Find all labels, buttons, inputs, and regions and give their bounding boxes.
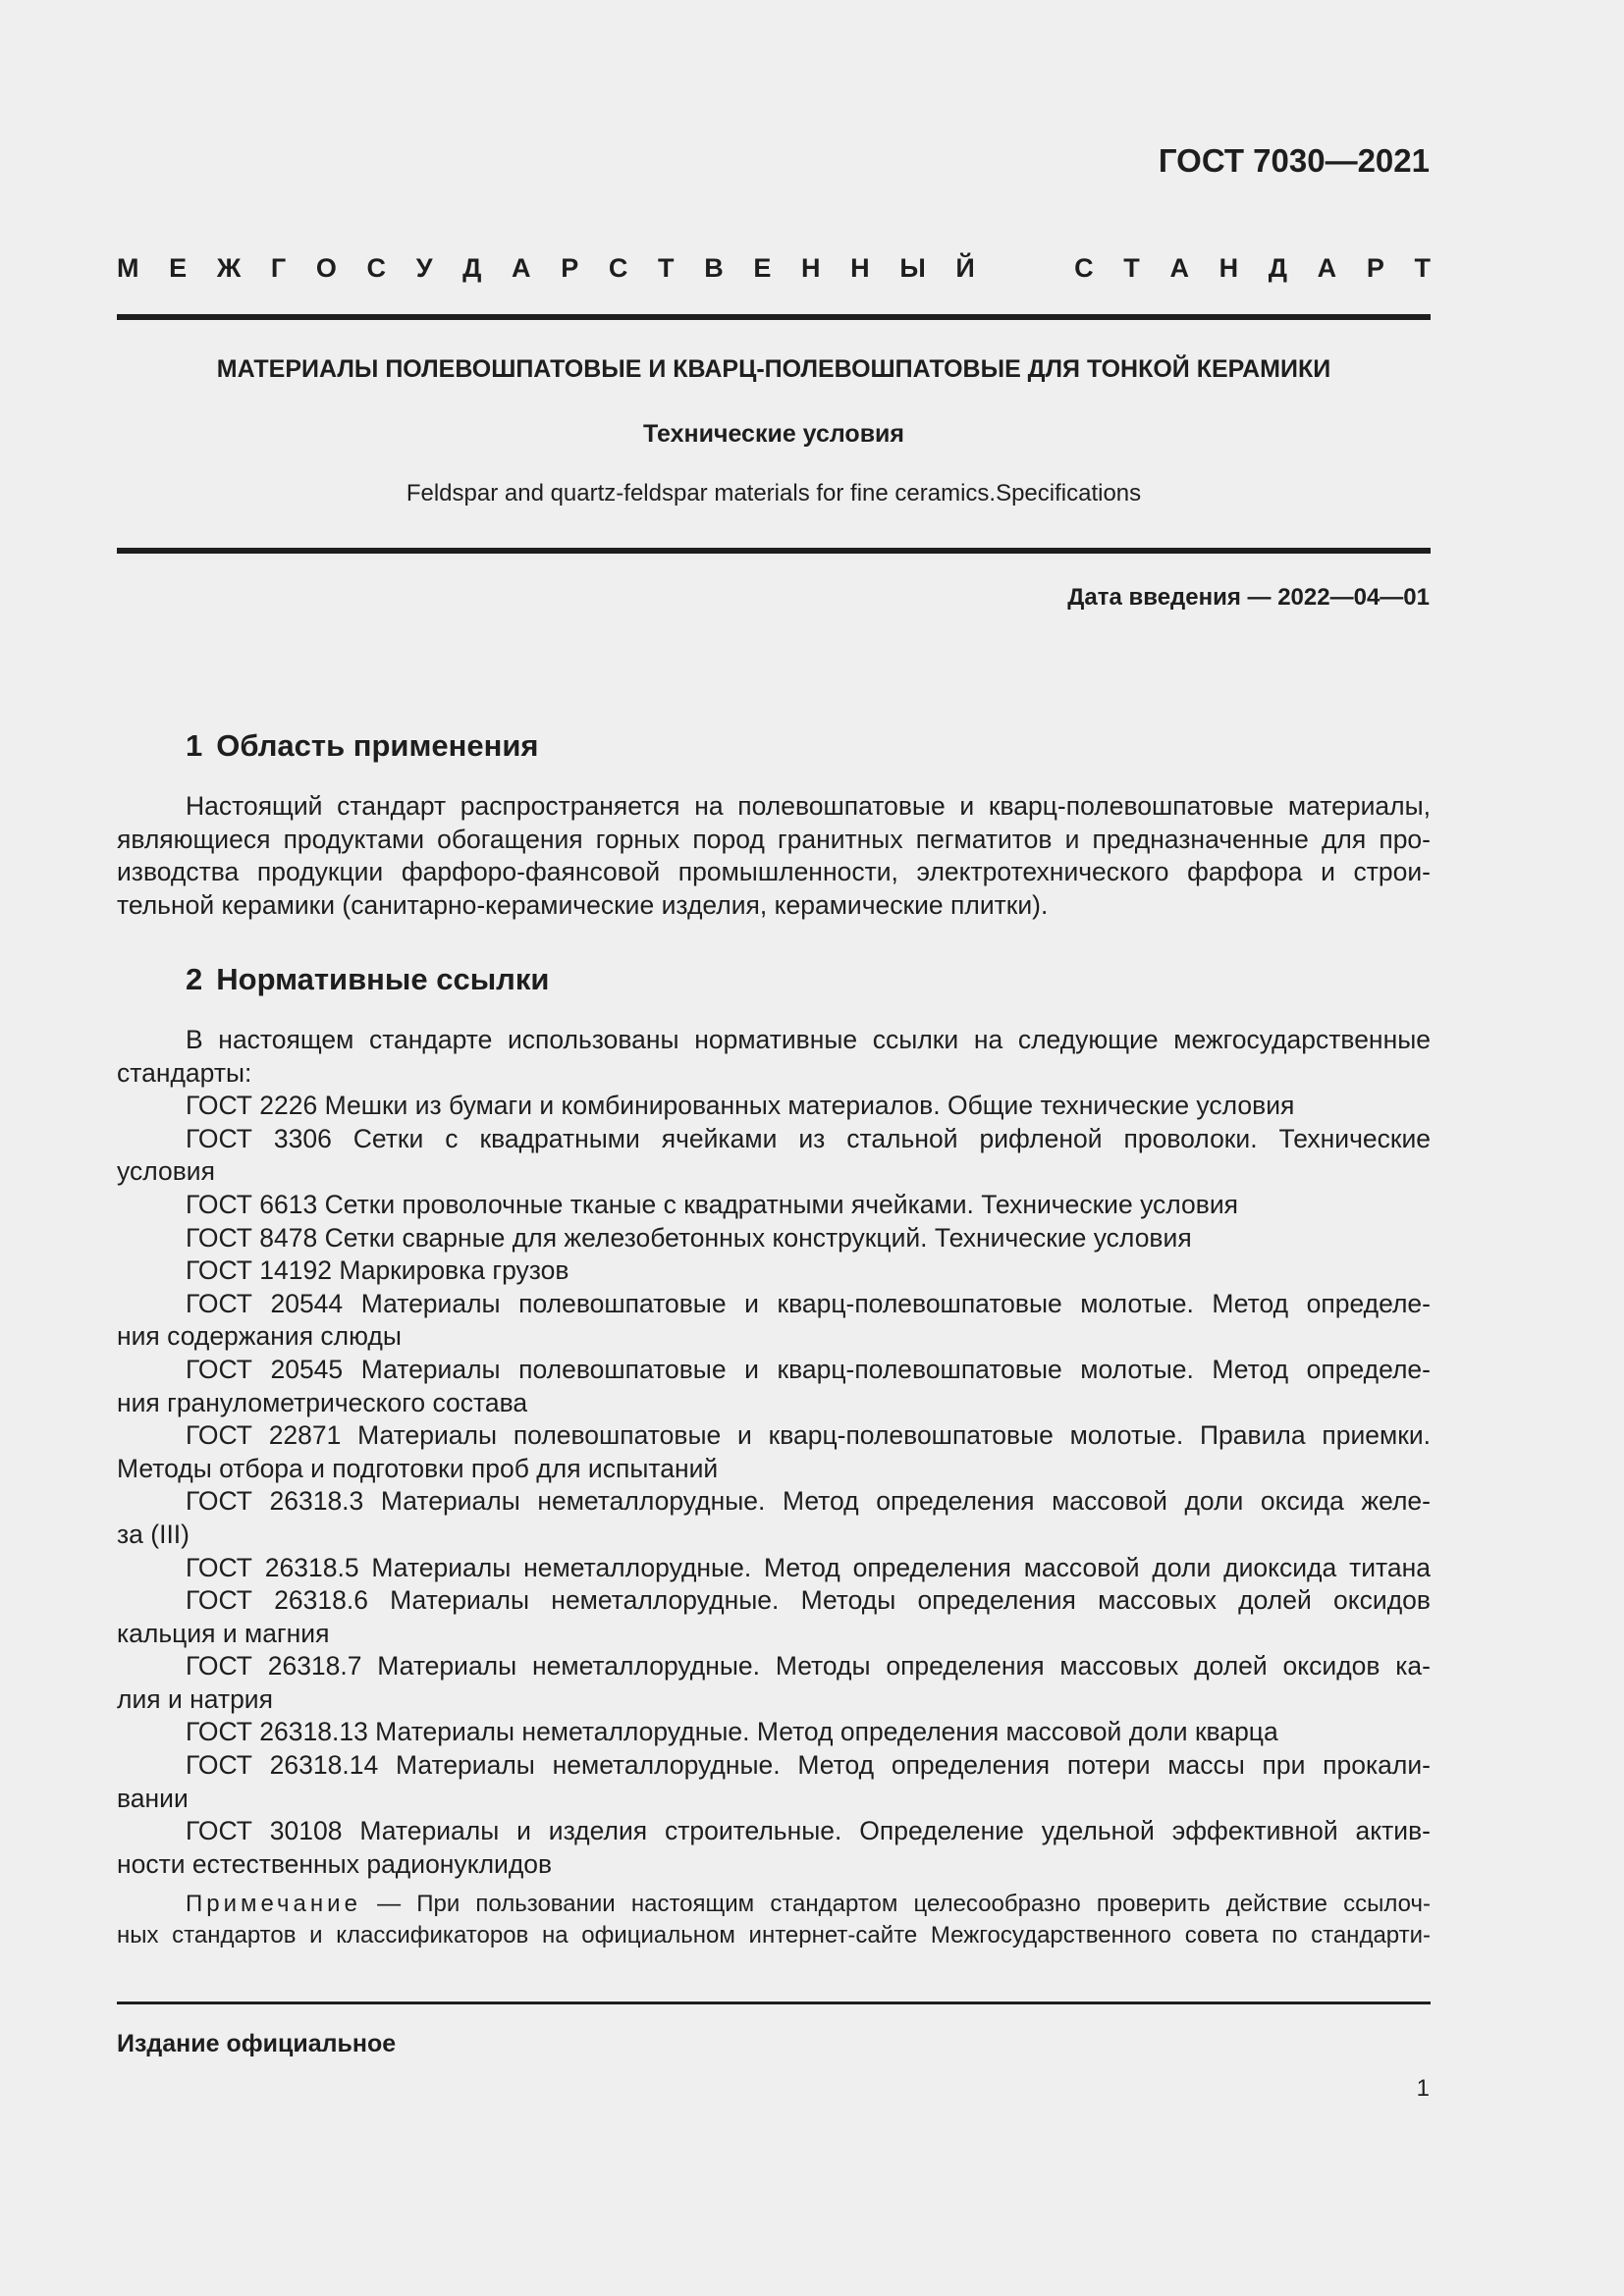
reference-line: ГОСТ 8478 Сетки сварные для железобетонных конструкций. Технические условия <box>186 1222 1192 1253</box>
letter: А <box>1169 253 1189 283</box>
footer-divider <box>117 2002 1431 2004</box>
letter: Н <box>801 253 821 283</box>
reference-line: вании <box>117 1783 189 1813</box>
top-divider <box>117 314 1431 320</box>
gost-code: ГОСТ 7030—2021 <box>1158 142 1430 179</box>
letter: У <box>415 253 433 283</box>
note-block <box>117 1889 1431 1951</box>
text-line: В настоящем стандарте использованы нормативные ссылки на следующие межгосударственные <box>186 1025 1431 1054</box>
reference-line: ния гранулометрического состава <box>117 1387 528 1417</box>
reference-line: условия <box>117 1156 215 1187</box>
text-line: изводства продукции фарфоро-фаянсовой промышленности, электротехнического фарфора и строи- <box>117 857 1431 887</box>
reference-line: ГОСТ 26318.6 Материалы неметаллорудные. Методы определения массовых долей оксидов <box>186 1585 1431 1616</box>
letter: Е <box>169 253 188 283</box>
letter: М <box>117 253 139 283</box>
reference-line: ГОСТ 26318.7 Материалы неметаллорудные. Методы определения массовых долей оксидов ка- <box>186 1651 1431 1682</box>
letter: Й <box>955 253 975 283</box>
reference-line: ГОСТ 20545 Материалы полевошпатовые и кварц-полевошпатовые молотые. Метод определе- <box>186 1354 1431 1384</box>
reference-line: Методы отбора и подготовки проб для испытаний <box>117 1453 719 1483</box>
section-2-heading <box>186 962 549 997</box>
letter: Н <box>850 253 870 283</box>
title-divider <box>117 548 1431 554</box>
letter: Т <box>1123 253 1140 283</box>
note-label: Примечание <box>186 1891 361 1917</box>
section-1-heading <box>186 728 539 764</box>
reference-line: ГОСТ 26318.13 Материалы неметаллорудные. Метод определения массовой доли кварца <box>186 1717 1278 1747</box>
letter: Т <box>658 253 675 283</box>
reference-line: ГОСТ 6613 Сетки проволочные тканые с квадратными ячейками. Технические условия <box>186 1189 1238 1219</box>
reference-line: ности естественных радионуклидов <box>117 1848 553 1879</box>
interstate-standard-banner <box>117 253 1431 284</box>
effective-date: Дата введения — 2022—04—01 <box>1067 584 1430 611</box>
text-line: тельной керамики (санитарно-керамические изделия, керамические плитки). <box>117 889 1049 920</box>
letter: Д <box>462 253 482 283</box>
letter: Е <box>753 253 772 283</box>
word-gap <box>1004 253 1044 284</box>
section-title: Область применения <box>216 728 539 763</box>
section-2-body <box>117 1024 1431 1881</box>
section-number: 1 <box>186 728 203 763</box>
reference-line: кальция и магния <box>117 1618 330 1648</box>
letter: С <box>608 253 628 283</box>
reference-line: за (III) <box>117 1519 189 1549</box>
letter: Р <box>561 253 579 283</box>
section-title: Нормативные ссылки <box>216 962 550 996</box>
document-title: МАТЕРИАЛЫ ПОЛЕВОШПАТОВЫЕ И КВАРЦ-ПОЛЕВОШПАТОВЫЕ ДЛЯ ТОНКОЙ КЕРАМИКИ <box>216 355 1331 383</box>
reference-line: ГОСТ 14192 Маркировка грузов <box>186 1255 569 1286</box>
text-line: Настоящий стандарт распространяется на полевошпатовые и кварц-полевошпатовые материалы, <box>186 791 1431 821</box>
reference-line: лия и натрия <box>117 1683 273 1714</box>
letter: Р <box>1366 253 1384 283</box>
note-line <box>117 1889 1431 1920</box>
reference-line: ГОСТ 26318.14 Материалы неметаллорудные. Метод определения потери массы при прокали- <box>186 1750 1431 1781</box>
letter: В <box>704 253 724 283</box>
reference-line: ГОСТ 30108 Материалы и изделия строительные. Определение удельной эффективной актив- <box>186 1816 1431 1846</box>
section-number: 2 <box>186 962 203 996</box>
letter: О <box>315 253 337 283</box>
letter: С <box>366 253 387 283</box>
letter: Д <box>1268 253 1288 283</box>
reference-line: ния содержания слюды <box>117 1321 402 1352</box>
reference-line: ГОСТ 26318.5 Материалы неметаллорудные. Метод определения массовой доли диоксида титана <box>186 1552 1431 1582</box>
letter: Г <box>270 253 287 283</box>
text-line: стандарты: <box>117 1057 252 1088</box>
text-line: являющиеся продуктами обогащения горных пород гранитных пегматитов и предназначенные для про- <box>117 824 1431 854</box>
letter: А <box>512 253 531 283</box>
section-1-body <box>117 790 1431 922</box>
letter: Т <box>1414 253 1431 283</box>
note-line: ных стандартов и классификаторов на официальном интернет-сайте Межгосударственного совета по стандарти- <box>117 1922 1431 1949</box>
letter: Ы <box>899 253 926 283</box>
letter: С <box>1074 253 1094 283</box>
reference-line: ГОСТ 22871 Материалы полевошпатовые и кварц-полевошпатовые молотые. Правила приемки. <box>186 1420 1431 1451</box>
official-edition-label: Издание официальное <box>117 2030 397 2057</box>
english-title: Feldspar and quartz-feldspar materials for fine ceramics.Specifications <box>406 480 1142 507</box>
page-number: 1 <box>1416 2075 1430 2102</box>
document-subtitle: Технические условия <box>642 420 905 448</box>
reference-line: ГОСТ 20544 Материалы полевошпатовые и кварц-полевошпатовые молотые. Метод определе- <box>186 1288 1431 1318</box>
letter: Н <box>1218 253 1239 283</box>
reference-line: ГОСТ 3306 Сетки с квадратными ячейками из стальной рифленой проволоки. Технические <box>186 1123 1431 1153</box>
reference-line: ГОСТ 2226 Мешки из бумаги и комбинированных материалов. Общие технические условия <box>186 1091 1295 1121</box>
letter: А <box>1317 253 1337 283</box>
reference-line: ГОСТ 26318.3 Материалы неметаллорудные. Метод определения массовой доли оксида желе- <box>186 1486 1431 1517</box>
note-text: — При пользовании настоящим стандартом целесообразно проверить действие ссылоч- <box>377 1891 1431 1917</box>
letter: Ж <box>216 253 242 283</box>
